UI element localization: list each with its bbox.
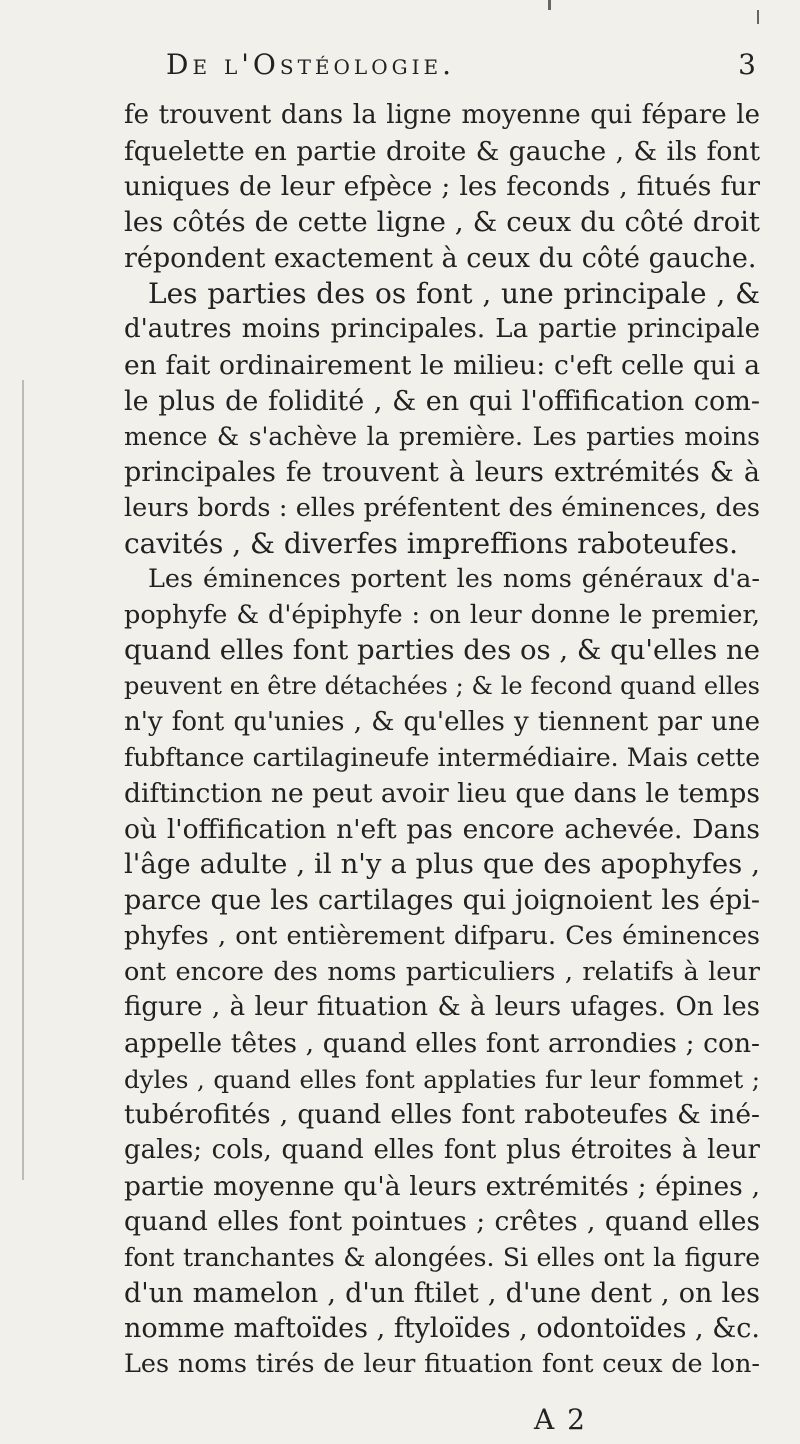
text-line: tubérofités , quand elles font raboteufes & iné- (124, 1099, 760, 1131)
text-line: le plus de folidité , & en qui l'offification com- (124, 385, 760, 417)
text-line: Les éminences portent les noms généraux d'a- (148, 563, 760, 594)
text-line: Les parties des os font , une principale , & (148, 277, 760, 311)
ink-fleck (757, 10, 759, 24)
text-line: d'un mamelon , d'un ftilet , d'une dent , on les (124, 1277, 760, 1309)
text-line: font tranchantes & alongées. Si elles ont la figure (124, 1243, 760, 1272)
text-line: pophyfe & d'épiphyfe : on leur donne le premier, (124, 599, 760, 630)
text-line: fquelette en partie droite & gauche , & ils font (124, 135, 760, 167)
text-line: où l'offification n'eft pas encore achevée. Dans (124, 813, 760, 845)
text-line: partie moyenne qu'à leurs extrémités ; épines , (124, 1170, 760, 1202)
text-line: appelle têtes , quand elles font arrondies ; con- (124, 1027, 760, 1059)
text-line: mence & s'achève la première. Les parties moins (124, 422, 760, 452)
header-title: De l'Ostéologie. (166, 48, 455, 81)
signature-mark: A 2 (534, 1403, 587, 1436)
text-line: dyles , quand elles font applaties fur leur fommet ; (124, 1064, 760, 1094)
text-line: parce que les cartilages qui joignoient les épi- (124, 885, 760, 917)
text-line: peuvent en être détachées ; & le fecond quand elles (124, 672, 760, 700)
ink-fleck (548, 0, 551, 10)
text-line: Les noms tirés de leur fituation font ceux de lon- (124, 1349, 760, 1380)
text-line: fubftance cartilagineufe intermédiaire. Mais cette (124, 743, 760, 773)
running-header (166, 48, 756, 88)
text-line: répondent exactement à ceux du côté gauche. (124, 242, 757, 274)
text-line: figure , à leur fituation & à leurs ufages. On les (124, 992, 760, 1023)
text-line: les côtés de cette ligne , & ceux du côté droit (124, 206, 760, 239)
text-line: diftinction ne peut avoir lieu que dans le temps (124, 778, 760, 810)
text-line: fe trouvent dans la ligne moyenne qui fépare le (124, 100, 760, 130)
text-line: leurs bords : elles préfentent des éminences, des (124, 492, 760, 523)
text-line: principales fe trouvent à leurs extrémités & à (124, 456, 760, 488)
text-line: quand elles font pointues ; crêtes , quand elles (124, 1206, 760, 1238)
text-line: phyfes , ont entièrement difparu. Ces éminences (124, 920, 760, 951)
text-line: cavités , & diverfes impreffions raboteufes. (124, 527, 739, 561)
text-line: ont encore des noms particuliers , relatifs à leur (124, 956, 760, 987)
page-number: 3 (738, 48, 756, 81)
text-line: quand elles font parties des os , & qu'elles ne (124, 634, 760, 667)
text-line: nomme maftoïdes , ftyloïdes , odontoïdes , &c. (124, 1313, 760, 1345)
page-edge-shadow (22, 380, 24, 1180)
text-line: d'autres moins principales. La partie principale (124, 314, 760, 345)
text-line: gales; cols, quand elles font plus étroites à leur (124, 1134, 760, 1165)
text-line: uniques de leur efpèce ; les feconds , fitués fur (124, 171, 760, 203)
text-line: l'âge adulte , il n'y a plus que des apophyfes , (124, 848, 760, 881)
text-line: n'y font qu'unies , & qu'elles y tiennent par une (124, 706, 760, 737)
text-line: en fait ordinairement le milieu: c'eft celle qui a (124, 349, 760, 381)
body-text (124, 98, 760, 1383)
